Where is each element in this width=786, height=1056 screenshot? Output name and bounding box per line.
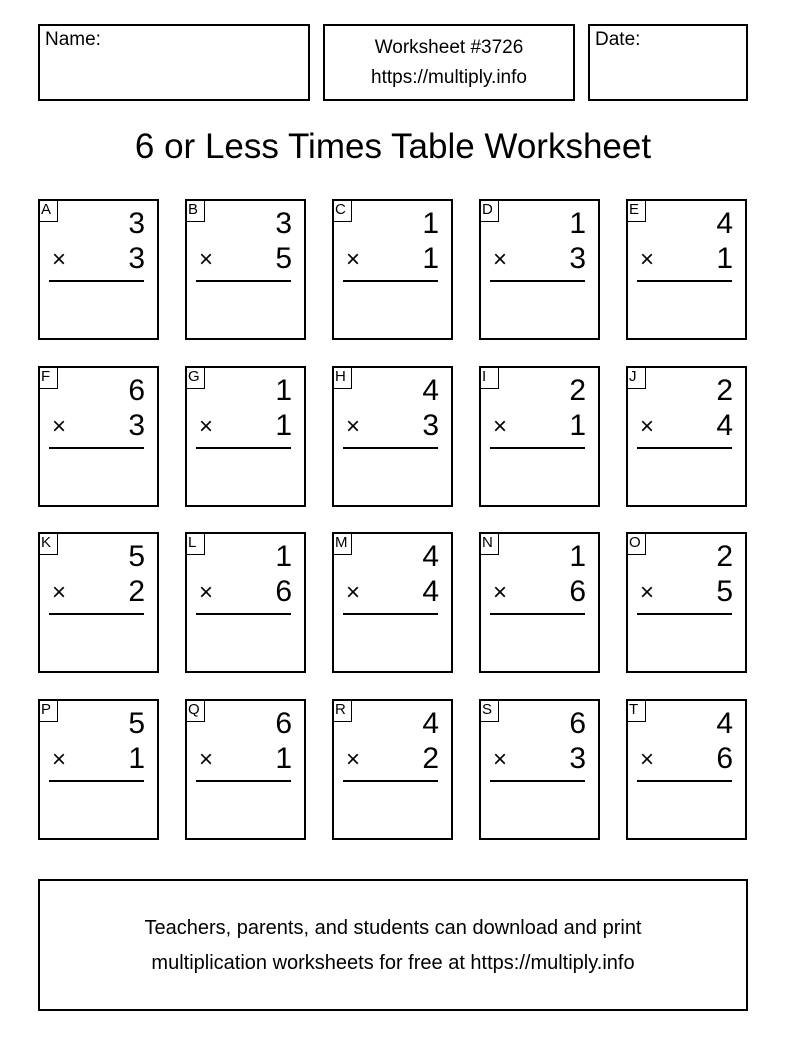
problem-top-number: 6 (275, 707, 292, 740)
problem-top-number: 1 (422, 207, 439, 240)
problem-letter: H (333, 367, 352, 389)
answer-line (196, 447, 291, 449)
multiply-sign: × (493, 246, 508, 273)
multiply-sign: × (493, 579, 508, 606)
problem-top-number: 3 (128, 207, 145, 240)
problem-bottom-number: 2 (128, 575, 145, 608)
multiply-sign: × (346, 246, 361, 273)
problem-top-number: 1 (275, 540, 292, 573)
problem-bottom-number: 6 (275, 575, 292, 608)
problem-bottom-number: 2 (422, 742, 439, 775)
problem-card (38, 366, 159, 507)
worksheet-number: Worksheet #3726 (374, 37, 524, 58)
problem-letter: R (333, 700, 352, 722)
answer-line (196, 780, 291, 782)
answer-line (343, 447, 438, 449)
problem-bottom-number: 3 (128, 242, 145, 275)
problem-bottom-number: 4 (422, 575, 439, 608)
footer-box (38, 879, 748, 1011)
footer-text-line-2: multiplication worksheets for free at https://multiply.info (151, 952, 635, 974)
problem-letter: G (186, 367, 205, 389)
problem-top-number: 3 (275, 207, 292, 240)
problem-bottom-number: 3 (422, 409, 439, 442)
problem-letter: K (39, 533, 58, 555)
worksheet-url: https://multiply.info (371, 67, 527, 88)
problem-top-number: 4 (422, 707, 439, 740)
problem-top-number: 1 (275, 374, 292, 407)
answer-line (490, 447, 585, 449)
answer-line (343, 613, 438, 615)
problem-top-number: 4 (716, 707, 733, 740)
problem-card (479, 366, 600, 507)
problem-card (479, 532, 600, 673)
multiply-sign: × (199, 246, 214, 273)
answer-line (343, 780, 438, 782)
problem-letter: D (480, 200, 499, 222)
problem-bottom-number: 5 (716, 575, 733, 608)
problem-letter: E (627, 200, 646, 222)
problem-card (479, 699, 600, 840)
answer-line (49, 447, 144, 449)
problem-top-number: 2 (716, 374, 733, 407)
problem-letter: B (186, 200, 205, 222)
problem-bottom-number: 1 (275, 742, 292, 775)
multiply-sign: × (346, 746, 361, 773)
problem-top-number: 6 (128, 374, 145, 407)
problem-letter: Q (186, 700, 205, 722)
answer-line (490, 780, 585, 782)
problem-card (185, 366, 306, 507)
multiply-sign: × (52, 413, 67, 440)
footer-text-line-1: Teachers, parents, and students can download and print (144, 917, 642, 939)
problem-letter: J (627, 367, 646, 389)
problem-bottom-number: 3 (128, 409, 145, 442)
problem-card (185, 532, 306, 673)
multiply-sign: × (493, 746, 508, 773)
multiply-sign: × (199, 579, 214, 606)
problem-card (479, 199, 600, 340)
answer-line (49, 613, 144, 615)
multiply-sign: × (640, 413, 655, 440)
problem-card (38, 699, 159, 840)
answer-line (637, 280, 732, 282)
problem-card (38, 199, 159, 340)
problem-bottom-number: 3 (569, 742, 586, 775)
problem-top-number: 1 (569, 207, 586, 240)
problem-letter: M (333, 533, 352, 555)
problem-bottom-number: 1 (128, 742, 145, 775)
problem-bottom-number: 1 (275, 409, 292, 442)
answer-line (49, 780, 144, 782)
answer-line (49, 280, 144, 282)
problem-bottom-number: 1 (422, 242, 439, 275)
answer-line (196, 613, 291, 615)
problem-letter: I (480, 367, 499, 389)
problem-top-number: 5 (128, 540, 145, 573)
problem-card (626, 532, 747, 673)
problem-top-number: 5 (128, 707, 145, 740)
problem-letter: L (186, 533, 205, 555)
problem-top-number: 2 (716, 540, 733, 573)
problem-card (185, 699, 306, 840)
problem-bottom-number: 3 (569, 242, 586, 275)
problem-bottom-number: 5 (275, 242, 292, 275)
problem-top-number: 4 (422, 540, 439, 573)
answer-line (490, 280, 585, 282)
answer-line (637, 447, 732, 449)
problem-card (332, 699, 453, 840)
problem-bottom-number: 6 (569, 575, 586, 608)
problem-card (332, 366, 453, 507)
problem-letter: A (39, 200, 58, 222)
problem-letter: F (39, 367, 58, 389)
multiply-sign: × (346, 413, 361, 440)
answer-line (637, 613, 732, 615)
multiply-sign: × (52, 246, 67, 273)
answer-line (343, 280, 438, 282)
problem-card (332, 199, 453, 340)
answer-line (637, 780, 732, 782)
problem-letter: O (627, 533, 646, 555)
problem-card (626, 699, 747, 840)
page-title: 6 or Less Times Table Worksheet (134, 127, 652, 166)
problem-letter: T (627, 700, 646, 722)
problem-card (626, 199, 747, 340)
multiply-sign: × (52, 579, 67, 606)
multiply-sign: × (640, 746, 655, 773)
date-label: Date: (595, 29, 641, 50)
problem-card (626, 366, 747, 507)
problem-letter: P (39, 700, 58, 722)
problem-letter: S (480, 700, 499, 722)
problem-card (185, 199, 306, 340)
multiply-sign: × (346, 579, 361, 606)
name-label: Name: (45, 29, 101, 50)
multiply-sign: × (640, 246, 655, 273)
problem-bottom-number: 6 (716, 742, 733, 775)
problem-bottom-number: 4 (716, 409, 733, 442)
problem-top-number: 2 (569, 374, 586, 407)
problem-top-number: 4 (716, 207, 733, 240)
multiply-sign: × (52, 746, 67, 773)
answer-line (196, 280, 291, 282)
multiply-sign: × (199, 746, 214, 773)
problem-card (332, 532, 453, 673)
problem-bottom-number: 1 (716, 242, 733, 275)
answer-line (490, 613, 585, 615)
multiply-sign: × (640, 579, 655, 606)
problem-card (38, 532, 159, 673)
problem-letter: N (480, 533, 499, 555)
problem-top-number: 1 (569, 540, 586, 573)
multiply-sign: × (493, 413, 508, 440)
problem-top-number: 6 (569, 707, 586, 740)
problem-letter: C (333, 200, 352, 222)
problem-bottom-number: 1 (569, 409, 586, 442)
multiply-sign: × (199, 413, 214, 440)
problem-top-number: 4 (422, 374, 439, 407)
